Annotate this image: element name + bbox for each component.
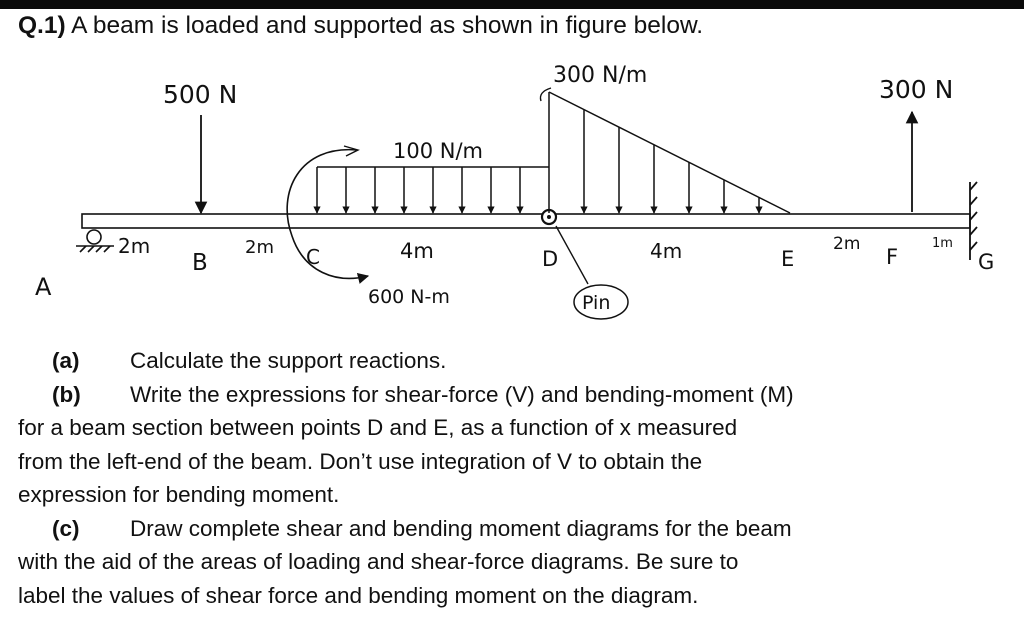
pin-label: Pin (582, 292, 611, 314)
part-b-line-3: from the left-end of the beam. Don’t use integration of V to obtain the (18, 448, 703, 474)
part-b-label: (b) (52, 381, 81, 407)
span-ef: 2m (833, 234, 861, 254)
beam (82, 214, 970, 228)
part-c-label: (c) (52, 515, 80, 541)
point-b: B (192, 250, 208, 276)
part-b-line-4: expression for bending moment. (18, 482, 340, 507)
beam-figure (0, 55, 1024, 340)
top-border (0, 0, 1024, 9)
part-c-line-1: Draw complete shear and bending moment diagrams for the beam (130, 515, 792, 541)
span-cd: 4m (400, 239, 434, 263)
force-300-label: 300 N (879, 75, 954, 104)
part-a (18, 344, 1008, 378)
question-heading (18, 12, 703, 40)
question-number: Q.1) (18, 12, 66, 39)
load-500-label: 500 N (163, 80, 238, 109)
part-b-line-2: for a beam section between points D and E, as a function of x measured (18, 415, 738, 440)
point-e: E (781, 247, 795, 271)
part-b (18, 378, 1008, 412)
fixed-support-g (970, 182, 977, 260)
point-f: F (886, 245, 899, 269)
triangular-load-300 (549, 92, 790, 213)
span-bc: 2m (245, 237, 274, 258)
part-b-line-1: Write the expressions for shear-force (V) and bending-moment (M) (130, 381, 794, 407)
udl-100 (317, 167, 549, 213)
moment-600-label: 600 N-m (368, 286, 450, 308)
triangular-load-label: 300 N/m (553, 63, 648, 88)
part-a-label: (a) (52, 348, 80, 373)
point-a: A (35, 273, 52, 301)
span-fg: 1m (932, 236, 953, 251)
point-d: D (542, 247, 559, 271)
point-c: C (306, 245, 320, 269)
point-g: G (978, 250, 995, 274)
span-de: 4m (650, 239, 683, 263)
part-c-line-2: with the aid of the areas of loading and shear-force diagrams. Be sure to (18, 549, 739, 574)
question-parts (18, 344, 1008, 612)
question-text: A beam is loaded and supported as shown in figure below. (71, 12, 704, 39)
part-c (18, 512, 1008, 546)
udl-100-label: 100 N/m (393, 139, 483, 163)
part-a-text: Calculate the support reactions. (130, 348, 447, 373)
part-c-line-3: label the values of shear force and bending moment on the diagram. (18, 582, 699, 608)
pin-support-a (76, 230, 114, 252)
span-ab: 2m (118, 234, 151, 258)
